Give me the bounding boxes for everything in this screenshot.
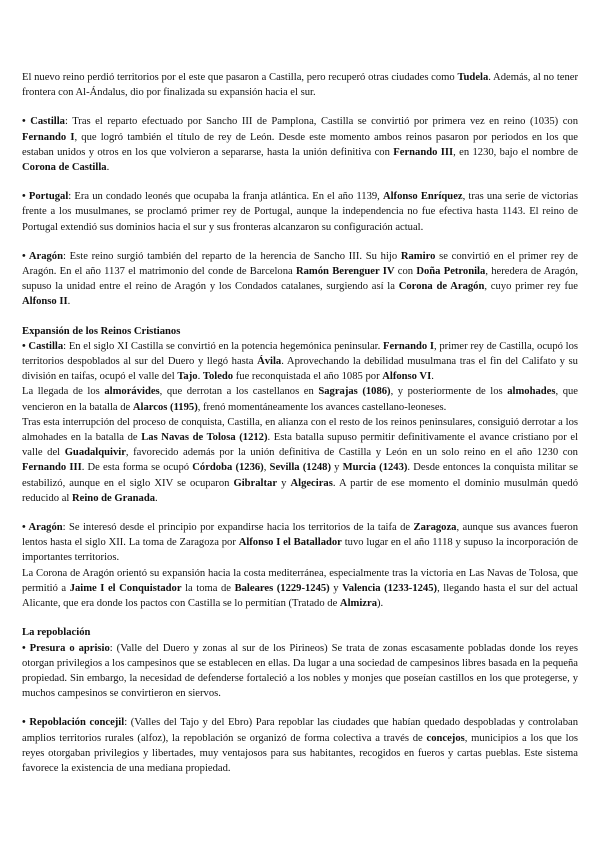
text-run: . De esta forma se ocupó xyxy=(81,462,193,474)
bold-term: Reino de Granada xyxy=(72,492,156,504)
bold-term: concejos xyxy=(426,732,465,744)
text-run: : Tras el reparto efectuado por Sancho III de Pamplona, Castilla se convirtió por primera vez en reino (1035) con xyxy=(64,116,578,128)
bold-term: almorávides xyxy=(104,386,160,398)
bold-term: Fernando III xyxy=(393,146,454,158)
text-run: , llegando hasta el sur del actual Alicante, que era donde los pactos con Castilla se lo permitían (Tratado de xyxy=(22,582,579,610)
text-run: fue reconquistada el año 1085 por xyxy=(233,371,383,383)
paragraph-intro xyxy=(22,70,578,100)
text-run: , que logró también el título de rey de León. Desde este momento ambos reinos pasaron por periodos en los que estaban unidos y otros en los que volvieron a separarse, hasta la unión definitiva con xyxy=(22,131,578,158)
text-run: . Esta batalla supuso permitir definitivamente el avance cristiano por el valle del xyxy=(22,432,579,459)
text-run: . Además, al no tener frontera con Al-Ándalus, dio por finalizada su expansión hacia el sur. xyxy=(22,72,578,99)
text-run: . xyxy=(197,371,203,383)
text-run: : (Valles del Tajo y del Ebro) Para repoblar las ciudades que habían quedado despobladas y controlaban amplios territorios rurales (alfoz), la repoblación se organizó de forma colectiva a través de xyxy=(22,717,578,744)
text-run: , tras una serie de victorias frente a los musulmanes, se proclamó primer rey de Portugal, aunque la independencia no fue efectiva hasta 1143. El reino de Portugal extendió sus dominios hacia el sur y sus fronteras alcanzaron su configuración actual. xyxy=(22,191,578,233)
text-run: con xyxy=(394,266,417,278)
paragraph-portugal xyxy=(22,189,578,235)
bold-term: Tajo xyxy=(177,371,198,383)
bold-term: Alarcos (1195) xyxy=(132,401,198,413)
bold-term: • Presura o aprisio xyxy=(22,642,110,654)
bold-term: Alfonso VI xyxy=(382,371,432,383)
bold-term: Murcia (1243) xyxy=(342,462,408,474)
bold-term: Baleares (1229-1245) xyxy=(234,582,330,594)
text-run: : Se interesó desde el principio por expandirse hacia los territorios de la taifa de xyxy=(62,522,414,534)
text-run: : Este reino surgió también del reparto de la herencia de Sancho III. Su hijo xyxy=(63,250,401,262)
bold-term: Doña Petronila xyxy=(416,266,486,278)
text-run: , frenó momentáneamente los avances castellano-leoneses. xyxy=(197,401,447,413)
bold-term: Ávila xyxy=(257,356,282,368)
text-run: , aunque sus avances fueron lentos hasta el siglo XII. La toma de Zaragoza por xyxy=(22,522,578,549)
bold-term: • Portugal xyxy=(22,191,69,203)
bold-term: Corona de Castilla xyxy=(22,162,107,174)
text-run: y xyxy=(277,477,291,489)
paragraph-expansion-aragon xyxy=(22,520,578,566)
text-run: Tras esta interrupción del proceso de conquista, Castilla, en alianza con el resto de los reinos peninsulares, consiguió derrotar a los almohades en la batalla de xyxy=(22,416,578,444)
bold-term: Zaragoza xyxy=(413,522,457,534)
paragraph-presura xyxy=(22,641,578,702)
bold-term: Corona de Aragón xyxy=(398,281,485,293)
text-run: ). xyxy=(377,598,384,610)
paragraph-repoblacion-concejil xyxy=(22,715,578,776)
text-run: : (Valle del Duero y zonas al sur de los Pirineos) Se trata de zonas escasamente pobladas donde los reyes otorgan privilegios a los campesinos que se establecen en ellas. Da lugar a una sociedad de campesinos libres basada en la pequeña propiedad. Sin embargo, la necesidad de defenderse fortaleció a los nobles y monjes que poseían castillos en los que protegerse, y muchos campesinos se convirtieron en siervos. xyxy=(22,642,578,700)
bold-term: Fernando I xyxy=(383,340,434,352)
text-run: , heredera de Aragón, supuso la unidad entre el reino de Aragón y los Condados catalanes, surgiendo así la xyxy=(22,266,579,293)
bold-term: Toledo xyxy=(202,371,234,383)
paragraph-corona-aragon xyxy=(22,566,578,612)
text-run: , municipios a los que los reyes otorgaban privilegios y libertades, muy ventajosos para sus habitantes, recogidos en fueros y cartas pueblas. Este sistema favorece la existencia de una mediana propiedad. xyxy=(22,732,578,774)
bold-term: Jaime I el Conquistador xyxy=(69,582,182,594)
paragraph-aragon xyxy=(22,249,578,310)
bold-term: Alfonso II xyxy=(22,296,68,308)
paragraph-navas-de-tolosa xyxy=(22,415,578,506)
text-run: , y posteriormente de los xyxy=(390,386,508,398)
bold-term: Valencia (1233-1245) xyxy=(342,582,438,594)
bold-term: Sagrajas (1086) xyxy=(318,386,391,398)
text-run: . xyxy=(155,492,158,504)
text-run: , xyxy=(263,462,270,474)
text-run: : En el siglo XI Castilla se convirtió en la potencia hegemónica peninsular. xyxy=(63,340,383,352)
bold-term: Las Navas de Tolosa (1212) xyxy=(141,432,268,444)
text-run: , que derrotan a los castellanos en xyxy=(159,386,319,398)
bold-term: Alfonso I el Batallador xyxy=(238,537,342,549)
text-run: . xyxy=(67,296,71,308)
text-run: , en 1230, bajo el nombre de xyxy=(453,146,578,158)
text-run: . A partir de ese momento el dominio musulmán quedó reducido al xyxy=(22,477,579,504)
text-run: se convirtió en el primer rey de Aragón. En el año 1137 el matrimonio del conde de Barcelona xyxy=(22,250,578,278)
text-run: y xyxy=(329,582,343,594)
document-body xyxy=(22,70,578,790)
bold-term: Fernando I xyxy=(22,131,75,143)
bold-term: Almizra xyxy=(339,598,377,610)
text-run: la toma de xyxy=(181,582,235,594)
paragraph-almoravides xyxy=(22,384,578,414)
bold-term: Tudela xyxy=(457,72,489,83)
bold-term: Algeciras xyxy=(290,477,333,489)
bold-term: Guadalquivir xyxy=(64,447,126,459)
bold-term: Ramiro xyxy=(400,250,436,262)
text-run: El nuevo reino perdió territorios por el este que pasaron a Castilla, pero recuperó otras ciudades como xyxy=(22,72,458,83)
bold-term: Córdoba (1236) xyxy=(192,462,264,474)
text-run: La Corona de Aragón orientó su expansión hacia la costa mediterránea, especialmente tras la victoria en Las Navas de Tolosa, que permitió a xyxy=(22,567,578,594)
bold-term: Ramón Berenguer IV xyxy=(295,266,395,278)
text-run: . xyxy=(106,162,110,174)
text-run: , primer rey de Castilla, ocupó los territorios despoblados al sur del Duero y llegó hasta xyxy=(22,340,578,368)
bold-term: • Aragón xyxy=(22,250,63,262)
text-run: , cuyo primer rey fue xyxy=(484,281,578,293)
bold-term: Sevilla (1248) xyxy=(269,462,331,474)
bold-term: • Castilla xyxy=(22,340,64,352)
paragraph-castilla xyxy=(22,114,578,175)
text-run: tuvo lugar en el año 1118 y supuso la incorporación de importantes territorios. xyxy=(22,537,578,564)
bold-term: • Aragón xyxy=(22,522,63,534)
bold-term: • Castilla xyxy=(22,116,65,128)
text-run: . Aprovechando la debilidad musulmana tras el fin del Califato y su división en taifas, ocupó el valle del xyxy=(22,356,578,383)
bold-term: Gibraltar xyxy=(233,477,278,489)
text-run: : Era un condado leonés que ocupaba la franja atlántica. En el año 1139, xyxy=(68,191,383,203)
text-run: . xyxy=(431,371,434,383)
text-run: . Desde entonces la conquista militar se estabilizó, aunque en el siglo XIV se ocuparon xyxy=(22,462,578,489)
text-run: , que vencieron en la batalla de xyxy=(22,386,578,413)
text-run: , favorecido además por la unión definitiva de Castilla y León en un solo reino en el año 1230 con xyxy=(125,447,578,459)
bold-term: • Repoblación concejil xyxy=(22,717,125,729)
heading-repoblacion: La repoblación xyxy=(22,627,91,639)
text-run: y xyxy=(331,462,343,474)
bold-term: Alfonso Enríquez xyxy=(382,191,463,203)
text-run: La llegada de los xyxy=(22,386,105,398)
paragraph-expansion-castilla xyxy=(22,339,578,385)
bold-term: almohades xyxy=(507,386,556,398)
bold-term: Fernando III xyxy=(22,462,82,474)
heading-expansion: Expansión de los Reinos Cristianos xyxy=(22,325,181,337)
